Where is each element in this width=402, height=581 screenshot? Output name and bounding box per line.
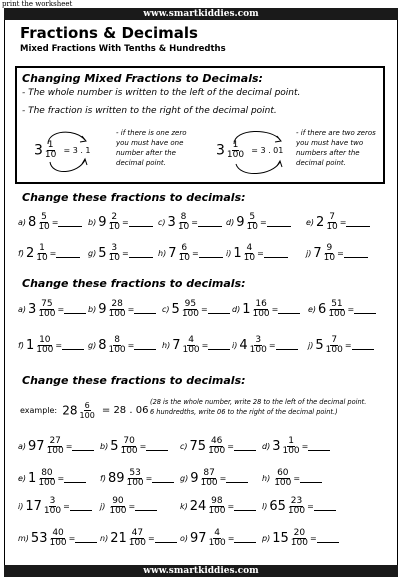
exercise-item: d) 9 $\frac{5}{10}$ = xyxy=(226,212,291,232)
exercise-letter: g) xyxy=(88,341,97,350)
answer-blank[interactable] xyxy=(56,249,80,258)
exercise-numerator: 53 xyxy=(129,468,141,478)
answer-blank[interactable] xyxy=(70,502,92,511)
answer-blank[interactable] xyxy=(134,341,156,350)
exercise-denominator: 100 xyxy=(287,506,306,516)
exercise-item: e) 1 $\frac{80}{100}$ = xyxy=(18,468,86,488)
exercise-letter: j) xyxy=(306,249,312,258)
exercise-whole: 6 xyxy=(318,302,327,317)
exercise-item: g) 5 $\frac{3}{10}$ = xyxy=(88,243,153,263)
exercise-item: c) 5 $\frac{95}{100}$ = xyxy=(162,299,230,319)
exercise-denominator: 100 xyxy=(328,309,346,319)
exercise-item: e) 2 $\frac{7}{10}$ = xyxy=(306,212,370,232)
exercise-numerator: 16 xyxy=(255,299,267,309)
answer-blank[interactable] xyxy=(234,502,256,511)
exercise-letter: d) xyxy=(262,442,271,451)
exercise-denominator: 10 xyxy=(36,253,48,263)
exercise-numerator: 47 xyxy=(131,528,144,538)
exercise-letter: b) xyxy=(88,218,97,227)
exercise-letter: d) xyxy=(232,305,241,314)
answer-blank[interactable] xyxy=(267,218,291,227)
exercise-whole: 9 xyxy=(236,215,245,230)
exercise-numerator: 1 xyxy=(288,436,294,446)
example-2-result: = 3 . 01 xyxy=(251,146,284,155)
exercise-denominator: 10 xyxy=(323,253,336,263)
exercise-denominator: 10 xyxy=(108,253,120,263)
exercise-denominator: 100 xyxy=(325,345,343,355)
answer-blank[interactable] xyxy=(208,305,230,314)
exercise-numerator: 6 xyxy=(181,243,188,253)
exercise-numerator: 3 xyxy=(255,335,262,345)
example-2-den: 100 xyxy=(226,150,245,160)
answer-blank[interactable] xyxy=(64,474,86,483)
exercise-item: l) 65 $\frac{23}{100}$ = xyxy=(262,496,336,516)
exercise-item: p) 15 $\frac{20}{100}$ = xyxy=(262,528,339,548)
example-2-note: - if there are two zeros you must have two numbers after the decimal point. xyxy=(296,129,376,167)
exercise-numerator: 3 xyxy=(49,496,56,506)
exercise-letter: c) xyxy=(158,218,166,227)
exercise-whole: 15 xyxy=(272,531,289,546)
exercise-numerator: 98 xyxy=(211,496,223,506)
exercise-numerator: 5 xyxy=(249,212,256,222)
exercise-numerator: 40 xyxy=(52,528,64,538)
exercise-letter: o) xyxy=(180,534,189,543)
exercise-letter: d) xyxy=(226,218,235,227)
exercise-item: b) 9 $\frac{28}{100}$ = xyxy=(88,299,156,319)
exercise-item: k) 24 $\frac{98}{100}$ = xyxy=(180,496,256,516)
exercise-whole: 3 xyxy=(167,215,176,230)
exercise-denominator: 100 xyxy=(36,345,54,355)
section-heading-3: Change these fractions to decimals: xyxy=(22,374,246,387)
exercise-letter: h) xyxy=(158,249,167,258)
example-3 xyxy=(20,400,148,420)
exercise-letter: e) xyxy=(18,474,27,483)
answer-blank[interactable] xyxy=(354,305,376,314)
exercise-numerator: 7 xyxy=(329,212,335,222)
exercise-letter: a) xyxy=(18,305,27,314)
example-1-whole: 3 xyxy=(34,142,43,159)
exercise-letter: n) xyxy=(100,534,109,543)
exercise-letter: i) xyxy=(18,502,24,511)
exercise-item: f) 2 $\frac{1}{10}$ = xyxy=(18,243,80,263)
exercise-item: g) 9 $\frac{87}{100}$ = xyxy=(180,468,248,488)
exercise-item: h) 7 $\frac{4}{100}$ = xyxy=(162,335,230,355)
answer-blank[interactable] xyxy=(346,218,370,227)
page-title: Fractions & Decimals xyxy=(20,24,198,42)
exercise-letter: g) xyxy=(180,474,189,483)
exercise-numerator: 2 xyxy=(111,212,118,222)
example-1-result: = 3 . 1 xyxy=(63,146,91,155)
exercise-whole: 9 xyxy=(190,471,199,486)
exercise-whole: 89 xyxy=(107,471,125,486)
answer-blank[interactable] xyxy=(308,442,330,451)
exercise-whole: 5 xyxy=(110,439,119,454)
exercise-item: f) 89 $\frac{53}{100}$ = xyxy=(100,468,174,488)
exercise-denominator: 100 xyxy=(46,446,64,456)
exercise-whole: 8 xyxy=(28,215,37,230)
exercise-whole: 1 xyxy=(233,246,242,261)
answer-blank[interactable] xyxy=(352,341,374,350)
exercise-whole: 3 xyxy=(272,439,281,454)
exercise-item: h) $\frac{60}{100}$ = xyxy=(262,468,322,488)
exercise-item: d) 3 $\frac{1}{100}$ = xyxy=(262,436,330,456)
example-3-den: 100 xyxy=(79,411,95,420)
exercise-denominator: 100 xyxy=(128,538,146,548)
exercise-whole: 17 xyxy=(25,499,42,514)
exercise-letter: f) xyxy=(18,341,24,350)
exercise-letter: e) xyxy=(308,305,317,314)
exercise-numerator: 95 xyxy=(184,299,197,309)
example-3-whole: 28 xyxy=(62,403,78,418)
exercise-denominator: 100 xyxy=(208,538,226,548)
print-worksheet-link[interactable]: print the worksheet xyxy=(2,0,73,8)
exercise-whole: 2 xyxy=(25,246,35,261)
rule-whole-number: - The whole number is written to the left of the decimal point. xyxy=(22,88,301,98)
exercise-numerator: 7 xyxy=(331,335,338,345)
exercise-whole: 24 xyxy=(189,499,207,514)
exercise-numerator: 4 xyxy=(214,528,221,538)
exercise-whole: 1 xyxy=(242,302,251,317)
exercise-whole: 7 xyxy=(313,246,322,261)
exercise-letter: i) xyxy=(232,341,238,350)
exercise-denominator: 100 xyxy=(120,446,138,456)
exercise-item: g) 8 $\frac{8}{100}$ = xyxy=(88,335,156,355)
exercise-denominator: 100 xyxy=(208,446,226,456)
exercise-item: e) 6 $\frac{51}{100}$ = xyxy=(308,299,376,319)
exercise-letter: b) xyxy=(100,442,109,451)
answer-blank[interactable] xyxy=(152,474,174,483)
exercise-letter: c) xyxy=(162,305,170,314)
exercise-denominator: 100 xyxy=(43,506,62,516)
exercise-whole: 3 xyxy=(28,302,37,317)
answer-blank[interactable] xyxy=(64,305,86,314)
exercise-whole: 97 xyxy=(190,531,207,546)
answer-blank[interactable] xyxy=(344,249,368,258)
exercise-denominator: 10 xyxy=(326,222,338,232)
example-2-whole: 3 xyxy=(216,142,225,159)
exercise-numerator: 70 xyxy=(123,436,135,446)
exercise-letter: l) xyxy=(262,502,268,511)
exercise-numerator: 4 xyxy=(246,243,253,253)
exercise-denominator: 100 xyxy=(49,538,67,548)
answer-blank[interactable] xyxy=(234,442,256,451)
exercise-denominator: 100 xyxy=(274,478,292,488)
answer-blank[interactable] xyxy=(129,249,153,258)
exercise-item: j) 5 $\frac{7}{100}$ = xyxy=(308,335,374,355)
exercise-whole: 5 xyxy=(315,338,324,353)
exercise-denominator: 10 xyxy=(177,222,190,232)
answer-blank[interactable] xyxy=(199,249,223,258)
example-1 xyxy=(34,140,91,160)
answer-blank[interactable] xyxy=(234,534,256,543)
answer-blank[interactable] xyxy=(300,474,322,483)
exercise-denominator: 100 xyxy=(181,309,199,319)
exercise-whole: 9 xyxy=(98,215,107,230)
exercise-denominator: 100 xyxy=(200,478,218,488)
example-1-note: - if there is one zero you must have one number after the decimal point. xyxy=(116,129,187,167)
exercise-denominator: 10 xyxy=(108,222,120,232)
exercise-letter: i) xyxy=(226,249,232,258)
exercise-numerator: 60 xyxy=(277,468,289,478)
exercise-numerator: 28 xyxy=(111,299,123,309)
answer-blank[interactable] xyxy=(72,442,94,451)
answer-blank[interactable] xyxy=(314,502,336,511)
exercise-item: n) 21 $\frac{47}{100}$ = xyxy=(100,528,177,548)
exercise-denominator: 100 xyxy=(38,478,56,488)
answer-blank[interactable] xyxy=(208,341,230,350)
exercise-item: h) 7 $\frac{6}{10}$ = xyxy=(158,243,223,263)
exercise-whole: 9 xyxy=(98,302,107,317)
exercise-numerator: 90 xyxy=(112,496,124,506)
answer-blank[interactable] xyxy=(198,218,222,227)
exercise-item: j) 7 $\frac{9}{10}$ = xyxy=(306,243,368,263)
exercise-whole: 21 xyxy=(110,531,127,546)
exercise-item: i) 4 $\frac{3}{100}$ = xyxy=(232,335,298,355)
exercise-numerator: 8 xyxy=(114,335,120,345)
example-3-num: 6 xyxy=(84,401,90,410)
exercise-letter: h) xyxy=(262,474,271,483)
exercise-numerator: 3 xyxy=(111,243,118,253)
exercise-item: c) 75 $\frac{46}{100}$ = xyxy=(180,436,256,456)
exercise-denominator: 10 xyxy=(38,222,50,232)
answer-blank[interactable] xyxy=(62,341,84,350)
exercise-whole: 65 xyxy=(269,499,286,514)
answer-blank[interactable] xyxy=(278,305,300,314)
example-2 xyxy=(216,140,283,160)
exercise-whole: 53 xyxy=(30,531,48,546)
answer-blank[interactable] xyxy=(129,218,153,227)
example-1-num: 1 xyxy=(47,140,54,150)
exercise-denominator: 10 xyxy=(178,253,190,263)
exercise-item: d) 1 $\frac{16}{100}$ = xyxy=(232,299,300,319)
exercise-denominator: 100 xyxy=(182,345,200,355)
exercise-letter: e) xyxy=(306,218,315,227)
answer-blank[interactable] xyxy=(155,534,177,543)
header-bar: www.smartkiddies.com xyxy=(4,8,398,20)
exercise-numerator: 5 xyxy=(41,212,47,222)
exercise-letter: f) xyxy=(100,474,106,483)
exercise-letter: j) xyxy=(308,341,314,350)
exercise-letter: k) xyxy=(180,502,188,511)
exercise-numerator: 27 xyxy=(49,436,61,446)
exercise-letter: a) xyxy=(18,218,27,227)
example-3-note-2: 6 hundredths, write 06 to the right of the decimal point.) xyxy=(150,408,338,416)
exercise-item: m) 53 $\frac{40}{100}$ = xyxy=(18,528,97,548)
exercise-letter: h) xyxy=(162,341,171,350)
exercise-numerator: 10 xyxy=(39,335,51,345)
exercise-numerator: 80 xyxy=(41,468,53,478)
exercise-item: a) 97 $\frac{27}{100}$ = xyxy=(18,436,94,456)
exercise-letter: p) xyxy=(262,534,271,543)
exercise-numerator: 4 xyxy=(188,335,194,345)
exercise-item: i) 17 $\frac{3}{100}$ = xyxy=(18,496,92,516)
exercise-item: j) $\frac{90}{100}$ = xyxy=(100,496,157,516)
exercise-denominator: 100 xyxy=(126,478,144,488)
exercise-denominator: 10 xyxy=(243,253,256,263)
example-3-result: = 28 . 06 xyxy=(101,405,149,416)
exercise-numerator: 1 xyxy=(39,243,45,253)
rule-fraction: - The fraction is written to the right of the decimal point. xyxy=(22,106,277,116)
exercise-denominator: 100 xyxy=(282,446,300,456)
exercise-denominator: 100 xyxy=(109,506,127,516)
example-3-note-1: (28 is the whole number, write 28 to the left of the decimal point. xyxy=(150,398,367,406)
exercise-item: c) 3 $\frac{8}{10}$ = xyxy=(158,212,222,232)
exercise-numerator: 8 xyxy=(180,212,187,222)
section-heading-1: Change these fractions to decimals: xyxy=(22,191,246,204)
exercise-letter: j) xyxy=(100,502,106,511)
exercise-letter: a) xyxy=(18,442,27,451)
exercise-denominator: 100 xyxy=(38,309,56,319)
exercise-whole: 75 xyxy=(189,439,207,454)
exercise-whole: 5 xyxy=(171,302,180,317)
page-subtitle: Mixed Fractions With Tenths & Hundredths xyxy=(20,44,226,54)
exercise-item: b) 9 $\frac{2}{10}$ = xyxy=(88,212,153,232)
exercise-denominator: 100 xyxy=(108,309,126,319)
exercise-numerator: 20 xyxy=(293,528,306,538)
exercise-letter: b) xyxy=(88,305,97,314)
example-3-label: example: xyxy=(20,406,58,415)
exercise-denominator: 100 xyxy=(208,506,226,516)
intro-heading: Changing Mixed Fractions to Decimals: xyxy=(22,72,263,85)
answer-blank[interactable] xyxy=(276,341,298,350)
exercise-denominator: 100 xyxy=(252,309,270,319)
exercise-numerator: 23 xyxy=(290,496,303,506)
exercise-item: i) 1 $\frac{4}{10}$ = xyxy=(226,243,288,263)
footer-bar: www.smartkiddies.com xyxy=(4,565,398,577)
example-2-num: 1 xyxy=(232,140,239,150)
exercise-item: a) 3 $\frac{75}{100}$ = xyxy=(18,299,86,319)
exercise-whole: 7 xyxy=(172,338,181,353)
answer-blank[interactable] xyxy=(317,534,339,543)
exercise-whole: 2 xyxy=(316,215,325,230)
exercise-item: o) 97 $\frac{4}{100}$ = xyxy=(180,528,256,548)
exercise-numerator: 87 xyxy=(203,468,215,478)
answer-blank[interactable] xyxy=(135,502,157,511)
exercise-item: b) 5 $\frac{70}{100}$ = xyxy=(100,436,168,456)
answer-blank[interactable] xyxy=(264,249,288,258)
exercise-whole: 97 xyxy=(28,439,45,454)
example-1-den: 10 xyxy=(44,150,57,160)
exercise-denominator: 100 xyxy=(249,345,267,355)
exercise-numerator: 46 xyxy=(210,436,223,446)
answer-blank[interactable] xyxy=(226,474,248,483)
exercise-numerator: 9 xyxy=(326,243,333,253)
exercise-letter: g) xyxy=(88,249,97,258)
exercise-numerator: 51 xyxy=(331,299,343,309)
exercise-letter: f) xyxy=(18,249,24,258)
exercise-numerator: 75 xyxy=(41,299,53,309)
exercise-whole: 1 xyxy=(28,471,37,486)
exercise-whole: 5 xyxy=(98,246,107,261)
exercise-whole: 7 xyxy=(168,246,177,261)
exercise-item: a) 8 $\frac{5}{10}$ = xyxy=(18,212,82,232)
exercise-letter: c) xyxy=(180,442,188,451)
answer-blank[interactable] xyxy=(134,305,156,314)
exercise-denominator: 100 xyxy=(290,538,308,548)
exercise-whole: 1 xyxy=(25,338,35,353)
answer-blank[interactable] xyxy=(75,534,97,543)
exercise-item: f) 1 $\frac{10}{100}$ = xyxy=(18,335,84,355)
exercise-denominator: 10 xyxy=(246,222,258,232)
exercise-whole: 4 xyxy=(239,338,248,353)
exercise-letter: m) xyxy=(18,534,29,543)
section-heading-2: Change these fractions to decimals: xyxy=(22,277,246,290)
answer-blank[interactable] xyxy=(58,218,82,227)
exercise-whole: 8 xyxy=(98,338,107,353)
exercise-denominator: 100 xyxy=(108,345,126,355)
answer-blank[interactable] xyxy=(146,442,168,451)
